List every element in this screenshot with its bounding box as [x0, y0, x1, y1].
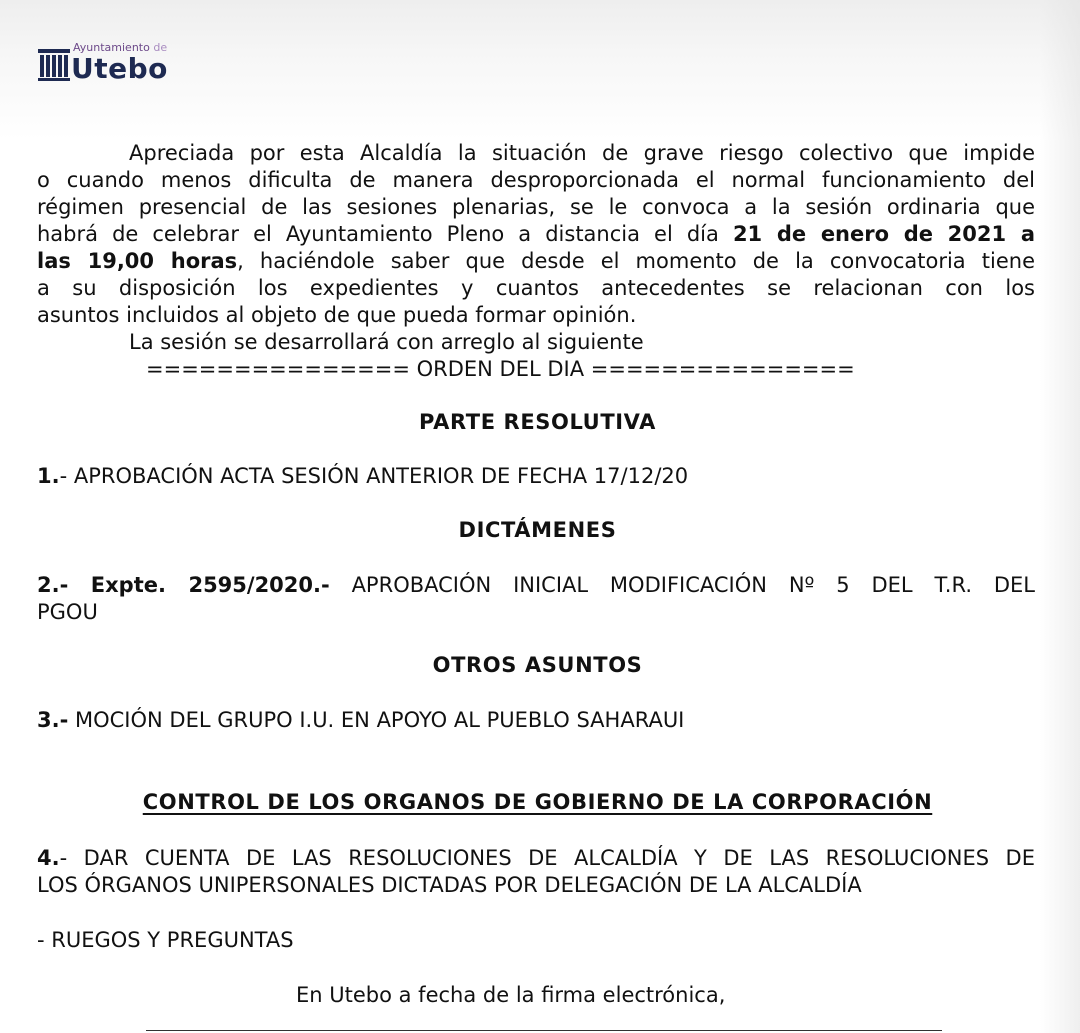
intro-line-7: asuntos incluidos al objeto de que pueda formar opinión. — [37, 303, 637, 327]
building-columns-icon — [37, 46, 71, 82]
session-time: las 19,00 horas — [37, 249, 238, 273]
intro-line-4 — [37, 221, 1035, 248]
agenda-item-1 — [37, 463, 688, 490]
agenda-item-2-continuation: PGOU — [37, 600, 98, 624]
item-4-number: 4. — [37, 846, 60, 870]
agenda-item-4 — [37, 845, 1035, 872]
page-shadow — [1040, 0, 1080, 1033]
agenda-item-3 — [37, 707, 684, 734]
intro-line-2: o cuando menos dificulta de manera desproporcionada el normal funcionamiento del — [37, 168, 1035, 192]
intro-line-6: a su disposición los expedientes y cuantos antecedentes se relacionan con los — [37, 276, 1035, 300]
item-1-number: 1. — [37, 464, 60, 488]
item-3-text: MOCIÓN DEL GRUPO I.U. EN APOYO AL PUEBLO SAHARAUI — [68, 708, 685, 732]
item-2-number: 2.- Expte. 2595/2020.- — [37, 573, 330, 597]
logo-small-text: Ayuntamiento — [73, 41, 150, 54]
item-3-number: 3.- — [37, 708, 69, 732]
session-date: 21 de enero de 2021 a — [732, 222, 1035, 246]
utebo-logo — [37, 42, 197, 88]
item-2-text: APROBACIÓN INICIAL MODIFICACIÓN Nº 5 DEL T.R. DEL — [329, 573, 1035, 597]
dictamenes-heading: DICTÁMENES — [458, 518, 617, 542]
control-organos-heading: CONTROL DE LOS ORGANOS DE GOBIERNO DE LA CORPORACIÓN — [142, 790, 933, 814]
agenda-item-2 — [37, 572, 1035, 599]
intro-line-5 — [37, 248, 1035, 275]
intro-line-4-plain: habrá de celebrar el Ayuntamiento Pleno a distancia el día — [37, 222, 733, 246]
ruegos-y-preguntas: - RUEGOS Y PREGUNTAS — [37, 928, 294, 952]
closing-place-date: En Utebo a fecha de la firma electrónica, — [296, 983, 726, 1007]
logo-small-de: de — [153, 41, 168, 54]
logo-utebo-text: Utebo — [71, 52, 168, 85]
parte-resolutiva-heading: PARTE RESOLUTIVA — [419, 410, 656, 434]
otros-asuntos-heading: OTROS ASUNTOS — [432, 653, 643, 677]
item-1-text: - APROBACIÓN ACTA SESIÓN ANTERIOR DE FECHA 17/12/20 — [59, 464, 689, 488]
orden-del-dia-heading: =============== ORDEN DEL DIA =============== — [146, 357, 855, 381]
intro-line-1: Apreciada por esta Alcaldía la situación de grave riesgo colectivo que impide — [129, 141, 1035, 165]
intro-line-3: régimen presencial de las sesiones plenarias, se le convoca a la sesión ordinaria que — [37, 195, 1035, 219]
intro-line-8: La sesión se desarrollará con arreglo al siguiente — [129, 330, 644, 354]
agenda-item-4-continuation: LOS ÓRGANOS UNIPERSONALES DICTADAS POR DELEGACIÓN DE LA ALCALDÍA — [37, 873, 862, 897]
intro-line-5-plain: , haciéndole saber que desde el momento de la convocatoria tiene — [237, 249, 1035, 273]
item-4-text: - DAR CUENTA DE LAS RESOLUCIONES DE ALCALDÍA Y DE LAS RESOLUCIONES DE — [59, 846, 1035, 870]
signature-line — [146, 1030, 942, 1031]
